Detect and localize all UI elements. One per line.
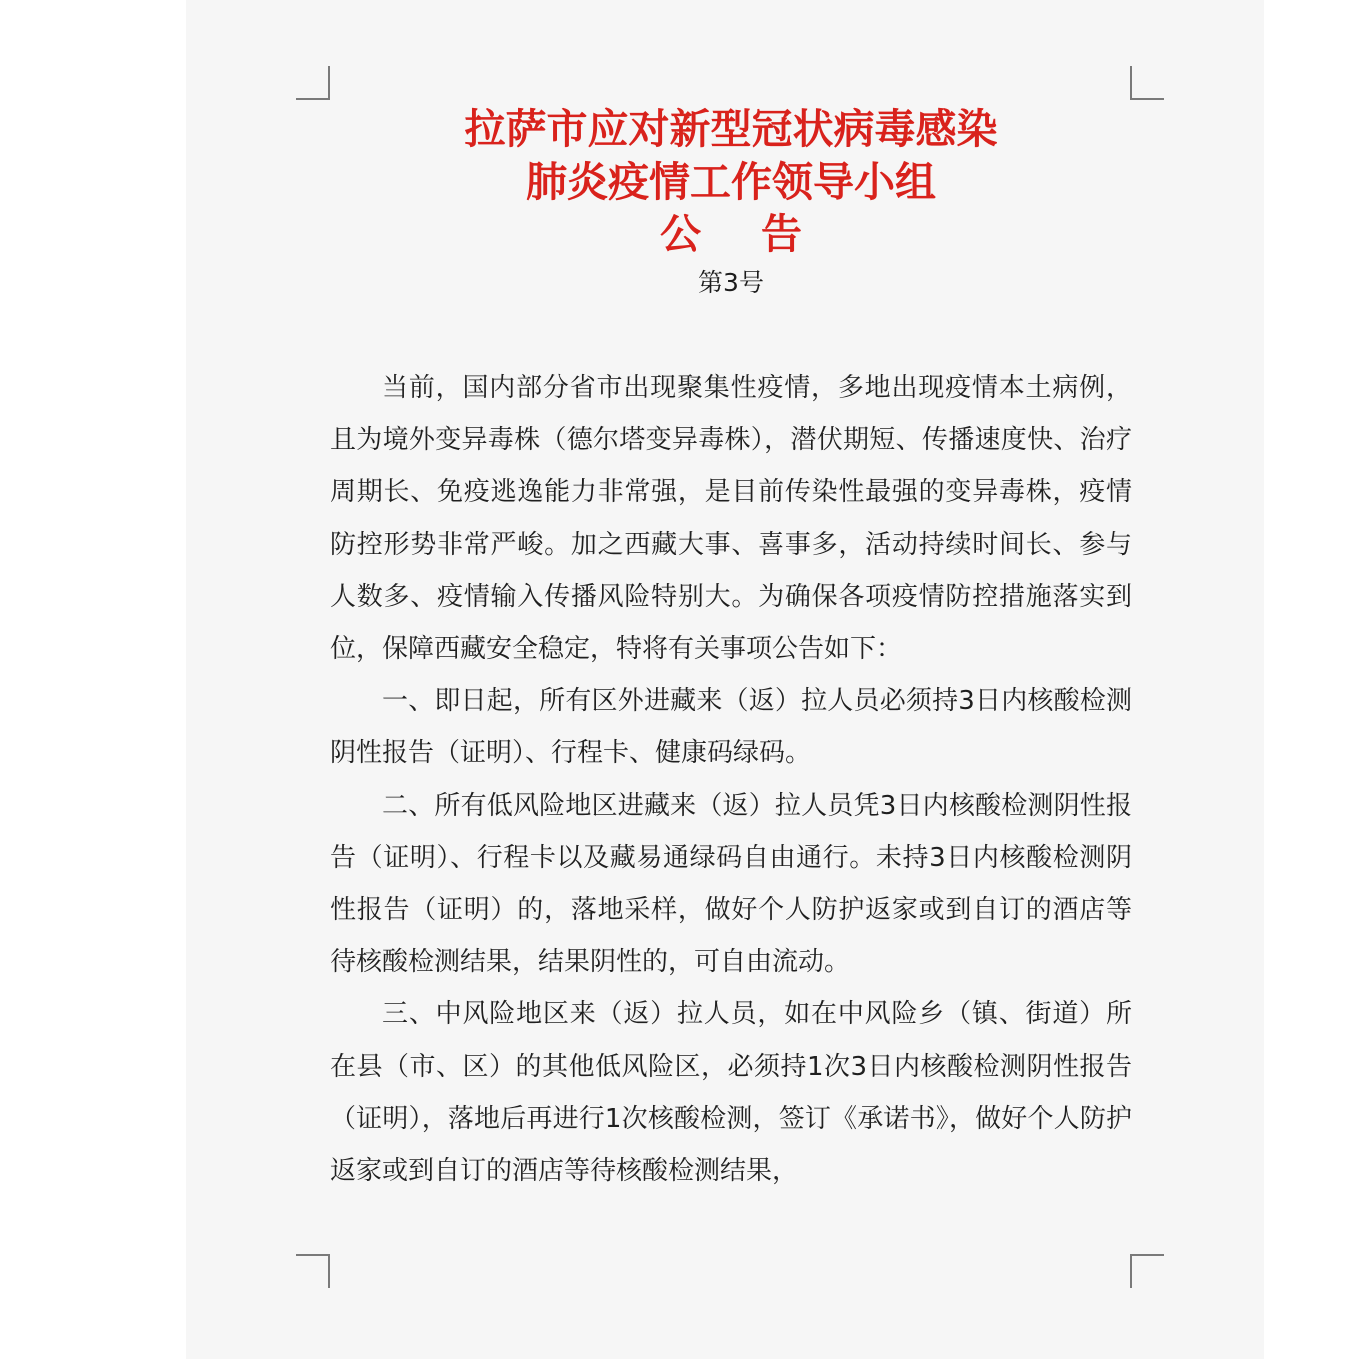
crop-mark-top-right (1130, 66, 1164, 100)
paragraph-item-2: 二、所有低风险地区进藏来（返）拉人员凭3日内核酸检测阴性报告（证明）、行程卡以及藏易通绿码自由通行。未持3日内核酸检测阴性报告（证明）的，落地采样，做好个人防护返家或到自订的酒店等待核酸检测结果，结果阴性的，可自由流动。 (330, 790, 1132, 978)
paragraph-item-3: 三、中风险地区来（返）拉人员，如在中风险乡（镇、街道）所在县（市、区）的其他低风险区，必须持1次3日内核酸检测阴性报告（证明），落地后再进行1次核酸检测，签订《承诺书》，做好个人防护返家或到自订的酒店等待核酸检测结果， (330, 999, 1132, 1187)
crop-mark-bottom-left (296, 1254, 330, 1288)
document-number: 第3号 (698, 268, 764, 297)
title-line-1: 拉萨市应对新型冠状病毒感染 (464, 105, 998, 153)
document-body (330, 362, 1132, 1197)
title-line-2: 肺炎疫情工作领导小组 (526, 158, 936, 206)
crop-mark-top-left (296, 66, 330, 100)
title-line-3: 公告 (660, 210, 862, 258)
paragraph-intro: 当前，国内部分省市出现聚集性疫情，多地出现疫情本土病例，且为境外变异毒株（德尔塔变异毒株），潜伏期短、传播速度快、治疗周期长、免疫逃逸能力非常强，是目前传染性最强的变异毒株，疫情防控形势非常严峻。加之西藏大事、喜事多，活动持续时间长、参与人数多、疫情输入传播风险特别大。为确保各项疫情防控措施落实到位，保障西藏安全稳定，特将有关事项公告如下： (330, 373, 1132, 665)
paragraph-item-1: 一、即日起，所有区外进藏来（返）拉人员必须持3日内核酸检测阴性报告（证明）、行程卡、健康码绿码。 (330, 686, 1132, 769)
crop-mark-bottom-right (1130, 1254, 1164, 1288)
document-page (186, 0, 1264, 1359)
